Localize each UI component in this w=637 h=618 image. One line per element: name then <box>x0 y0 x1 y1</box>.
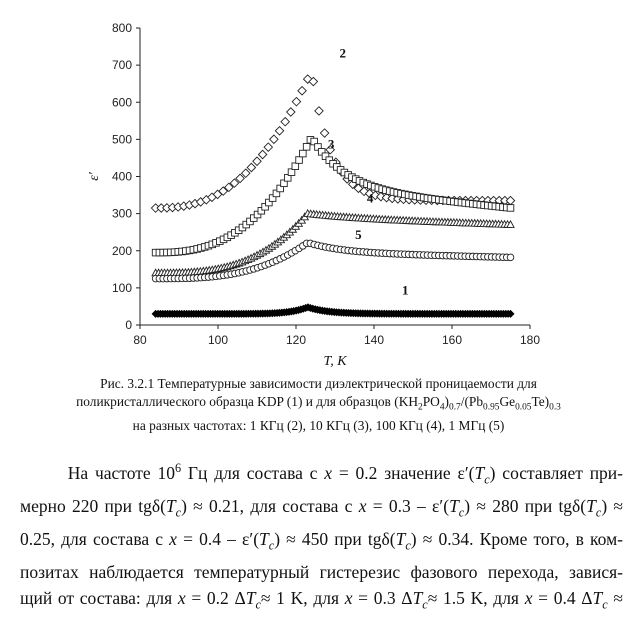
x-tick-label: 140 <box>363 333 385 347</box>
y-tick-label: 0 <box>125 318 132 332</box>
caption-subscript: 0.7 <box>449 402 461 413</box>
var: T <box>245 588 256 609</box>
var: T <box>165 495 176 516</box>
caption-subscript: 0.05 <box>515 402 532 413</box>
x-tick-label: 180 <box>519 333 541 347</box>
data-point <box>507 205 514 212</box>
caption-text: ) <box>444 393 449 409</box>
text: 0.25, для состава с <box>20 528 170 549</box>
text: ) ≈ 0.34. Кроме того, в ком- <box>410 528 623 549</box>
series-label-1: 1 <box>401 282 409 298</box>
series-label-4: 4 <box>366 190 374 206</box>
caption-text: Ge <box>499 393 516 409</box>
data-point <box>253 157 261 165</box>
text: Гц для состава с <box>181 462 325 483</box>
text: = 0.2 значение ε′( <box>332 462 475 483</box>
data-point <box>270 135 278 143</box>
data-point <box>287 108 295 116</box>
body-line-5 <box>20 585 623 618</box>
caption-line-1: Рис. 3.2.1 Температурные зависимости диэлектрической проницаемости для <box>100 376 537 391</box>
data-point <box>507 254 514 261</box>
data-point <box>296 157 303 164</box>
var: x <box>177 588 186 609</box>
data-point <box>264 143 272 151</box>
var: x <box>324 462 333 483</box>
text: На частоте 10 <box>67 462 175 483</box>
text: мерно 220 при tgδ( <box>20 495 166 516</box>
caption-subscript: 4 <box>439 402 445 413</box>
y-tick-label: 600 <box>111 95 132 110</box>
x-tick-label: 100 <box>207 333 229 347</box>
var: c <box>268 538 275 553</box>
figure-caption <box>0 375 637 434</box>
x-axis-label: T, K <box>323 354 347 369</box>
series-1 <box>152 304 514 318</box>
var: c <box>255 597 261 612</box>
y-tick-label: 800 <box>111 21 132 35</box>
var: T <box>449 495 459 516</box>
data-point <box>298 87 306 95</box>
data-point <box>275 127 283 135</box>
var: c <box>484 472 490 487</box>
body-line-1 <box>20 455 623 493</box>
text: = 0.3 – ε′( <box>366 495 450 516</box>
var: T <box>586 495 596 516</box>
series-label-5: 5 <box>355 226 362 242</box>
text: = 0.3 Δ <box>352 588 413 609</box>
var: x <box>358 495 367 516</box>
data-point <box>292 97 300 105</box>
text: = 0.4 Δ <box>532 588 593 609</box>
data-point <box>242 169 250 177</box>
caption-text: /(Pb <box>460 393 484 409</box>
text: ) составляет при- <box>489 462 624 483</box>
caption-line-3: на разных частотах: 1 КГц (2), 10 КГц (3), 100 КГц (4), 1 МГц (5) <box>132 417 505 433</box>
var: c <box>405 538 411 553</box>
body-line-2 <box>20 493 623 526</box>
text: ) ≈ 280 при tgδ( <box>464 495 587 516</box>
text: ≈ 1 K, для <box>260 588 345 609</box>
y-tick-label: 100 <box>111 280 132 295</box>
var: x <box>344 588 353 609</box>
series-label-2: 2 <box>339 45 347 61</box>
y-axis-label: ε′ <box>87 172 102 181</box>
text: = 0.4 – ε′( <box>176 528 260 549</box>
var: T <box>412 588 423 609</box>
caption-line-2 <box>0 393 637 417</box>
caption-subscript: 0.3 <box>549 402 561 413</box>
x-tick-label: 80 <box>133 333 147 347</box>
var: c <box>175 505 182 520</box>
caption-text: PO <box>422 393 440 409</box>
var: c <box>458 505 465 520</box>
data-point <box>292 163 299 170</box>
data-point <box>281 118 289 126</box>
var: T <box>592 588 603 609</box>
data-point <box>303 144 310 151</box>
data-point <box>247 163 255 171</box>
caption-subscript: 0.95 <box>483 402 500 413</box>
body-line-3 <box>20 526 623 559</box>
text: ) ≈ 450 при tgδ( <box>274 528 396 549</box>
data-point <box>506 196 514 204</box>
var: T <box>259 528 269 549</box>
var: T <box>395 528 406 549</box>
x-tick-label: 160 <box>441 333 463 347</box>
series-label-3: 3 <box>327 136 335 152</box>
y-tick-label: 200 <box>111 243 132 258</box>
x-tick-label: 120 <box>285 333 307 347</box>
y-tick-label: 300 <box>111 206 132 221</box>
y-tick-label: 500 <box>111 132 132 147</box>
text: щий от состава: для <box>20 588 178 609</box>
text: = 0.2 Δ <box>185 588 246 609</box>
text: ≈ <box>607 588 624 609</box>
var: x <box>169 528 177 549</box>
body-line-4: позитах наблюдается температурный гистерезис фазового перехода, завися- <box>20 561 623 582</box>
data-point <box>300 150 307 157</box>
var: c <box>422 597 428 612</box>
var: c <box>595 505 602 520</box>
chart-marks <box>151 75 514 318</box>
caption-text: поликристаллического образца KDP (1) и для образцов (KH <box>76 393 419 409</box>
var: c <box>602 597 608 612</box>
caption-text: Te) <box>531 393 550 409</box>
caption-subscript: 2 <box>418 402 423 413</box>
superscript: 6 <box>174 461 182 475</box>
data-point <box>315 107 323 115</box>
data-point <box>258 150 266 158</box>
text: ) ≈ 0.21, для состава с <box>181 495 359 516</box>
body-paragraph <box>20 455 623 618</box>
var: T <box>474 462 485 483</box>
y-tick-label: 700 <box>111 58 132 73</box>
text: ) ≈ <box>601 495 624 516</box>
text: ≈ 1.5 K, для <box>427 588 525 609</box>
y-tick-label: 400 <box>111 169 132 184</box>
var: x <box>524 588 533 609</box>
